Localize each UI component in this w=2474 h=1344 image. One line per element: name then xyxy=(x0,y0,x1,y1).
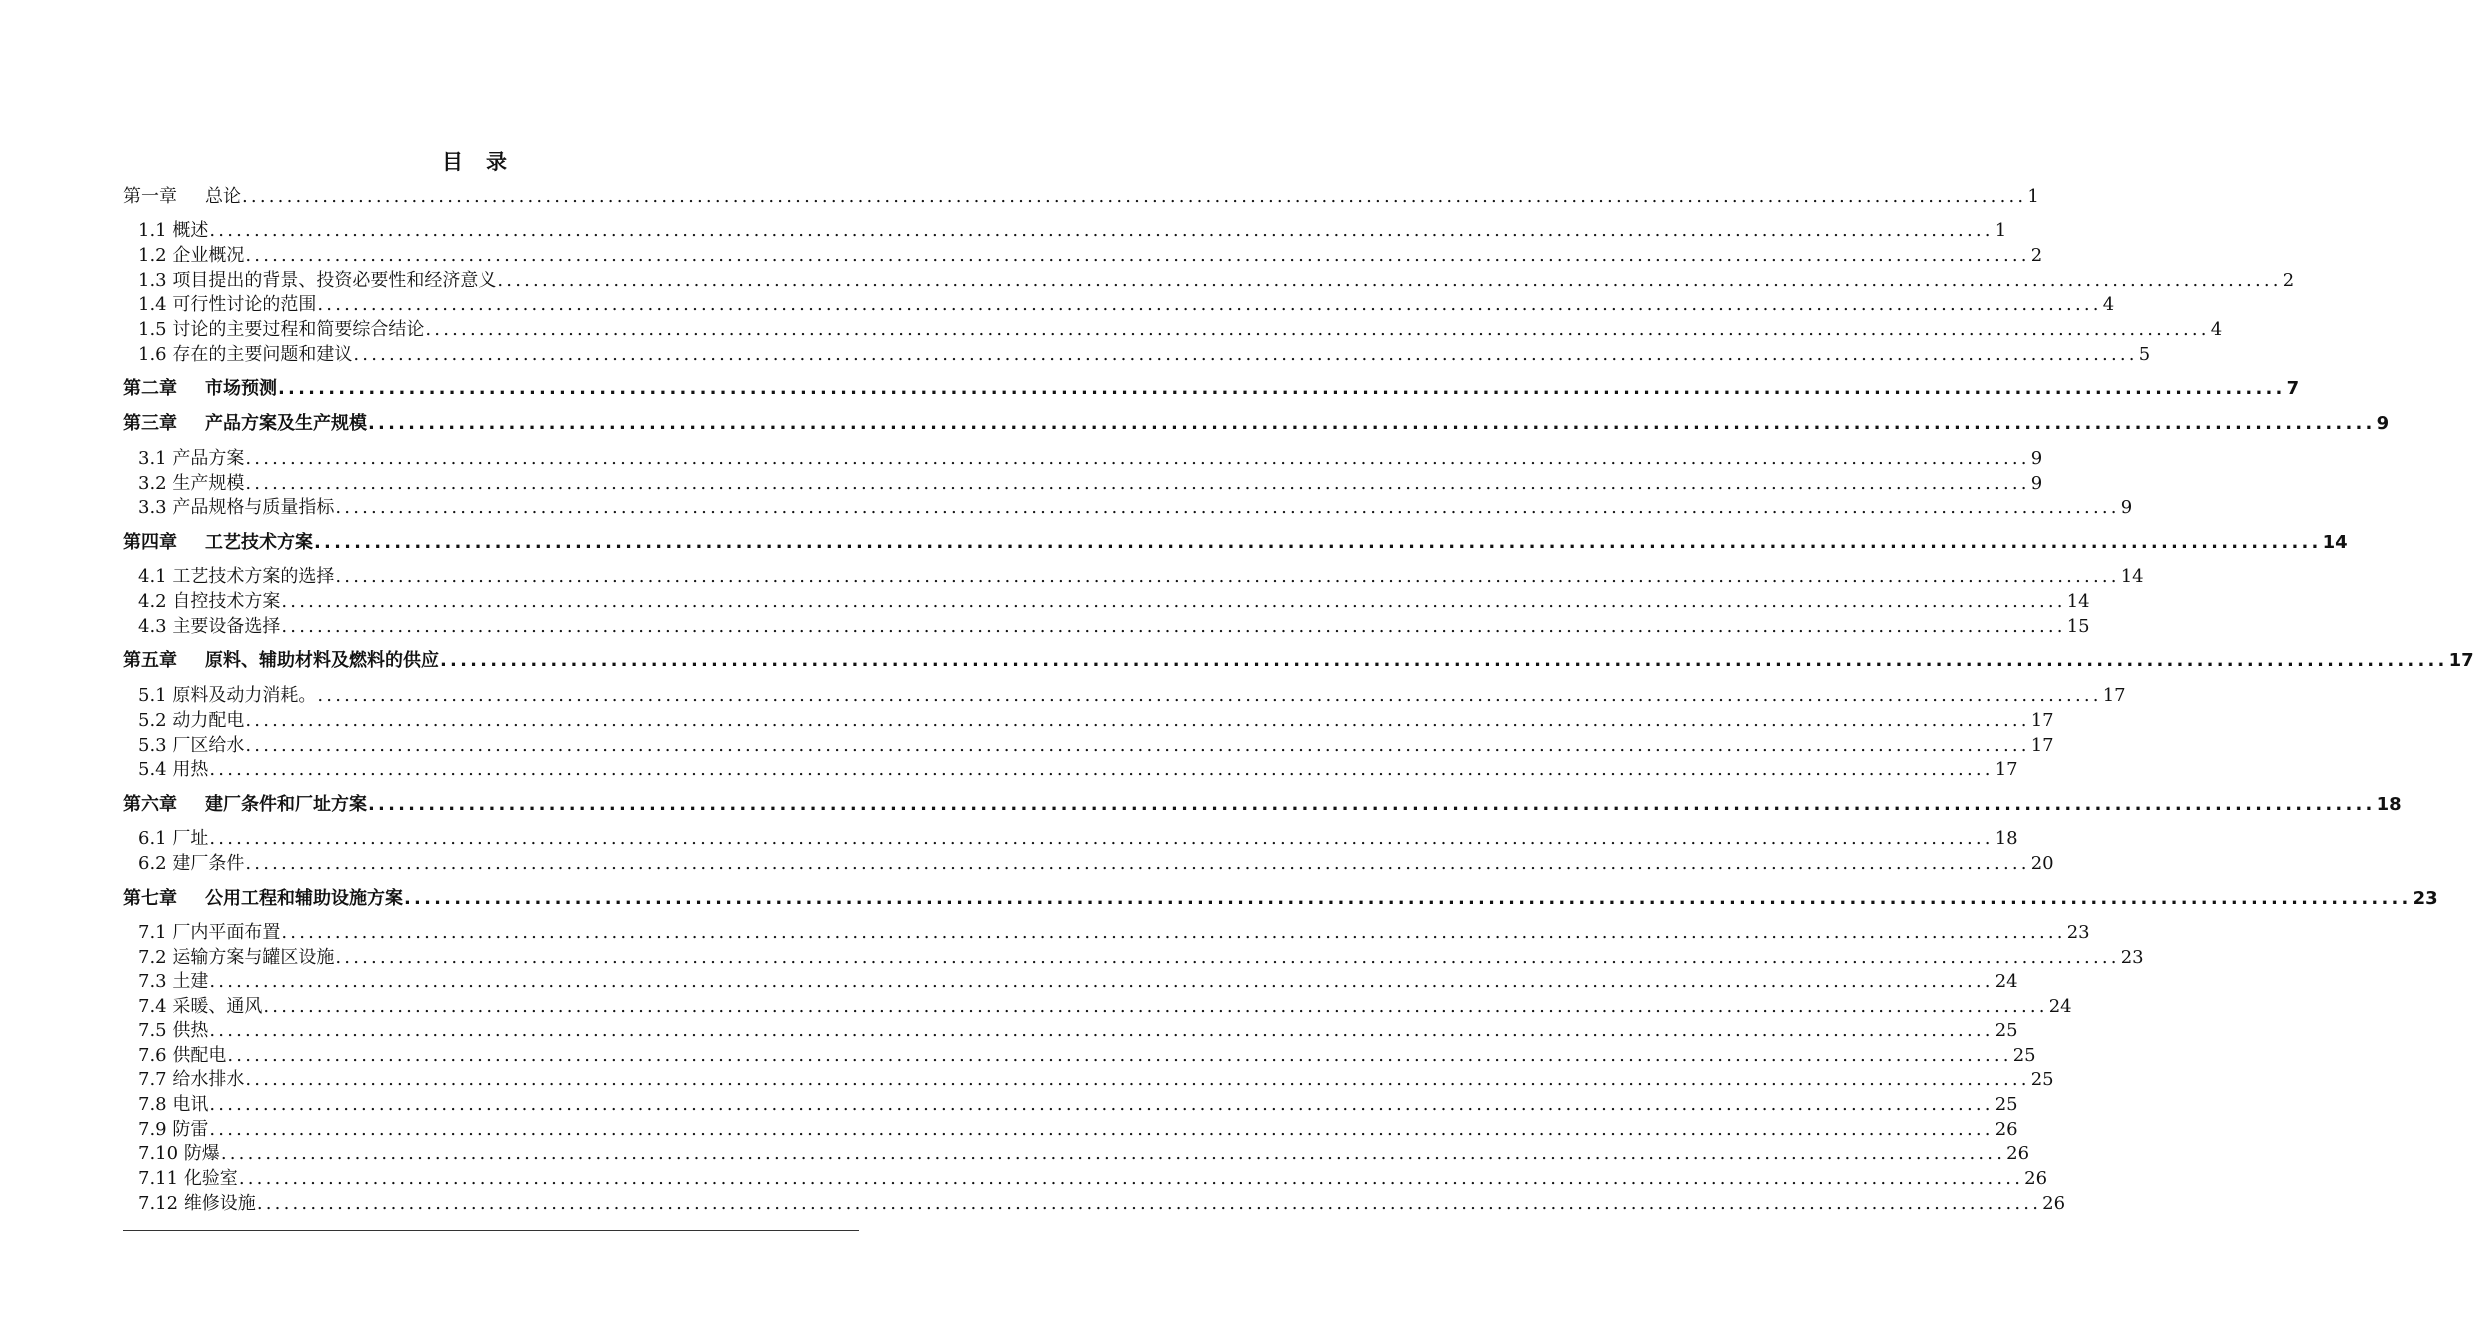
toc-title-char-2: 录 xyxy=(486,149,508,174)
toc-section-row[interactable] xyxy=(138,245,2043,267)
toc-section-row[interactable] xyxy=(138,759,2018,781)
toc-entry-number: 5.1 xyxy=(138,685,167,706)
toc-entry-label xyxy=(138,591,280,613)
toc-entry-number: 第二章 xyxy=(123,378,177,399)
toc-entry-text: 厂内平面布置 xyxy=(172,922,281,943)
toc-entry-text: 建厂条件和厂址方案 xyxy=(205,794,367,815)
toc-leader-dots: ........................................................................................................................................................................................................ xyxy=(209,1119,1994,1140)
toc-entry-text: 存在的主要问题和建议 xyxy=(172,344,353,365)
toc-section-row[interactable] xyxy=(138,1193,2066,1215)
toc-section-row[interactable] xyxy=(138,448,2043,470)
toc-entry-label xyxy=(138,344,352,366)
toc-entry-number: 第三章 xyxy=(123,413,177,434)
toc-title-char-1: 目 xyxy=(442,149,464,174)
toc-entry-label xyxy=(123,378,277,400)
toc-page-number: 25 xyxy=(2012,1045,2036,1066)
toc-entry-number: 7.5 xyxy=(138,1020,167,1041)
toc-entry-label xyxy=(138,616,280,638)
toc-section-row[interactable] xyxy=(138,220,2007,242)
toc-entry-text: 企业概况 xyxy=(172,245,245,266)
toc-entry-number: 7.11 xyxy=(138,1168,179,1189)
toc-leader-dots: ........................................................................................................................................................................................................ xyxy=(238,1168,2024,1189)
toc-entry-text: 维修设施 xyxy=(183,1193,256,1214)
toc-leader-dots: ........................................................................................................................................................................................................ xyxy=(227,1045,2012,1066)
toc-entry-label xyxy=(138,853,244,875)
toc-page-number: 17 xyxy=(2030,710,2054,731)
toc-chapter-row[interactable] xyxy=(123,794,2402,816)
toc-entry-text: 供配电 xyxy=(172,1045,227,1066)
toc-section-row[interactable] xyxy=(138,1119,2018,1141)
toc-page-number: 9 xyxy=(2030,473,2043,494)
toc-leader-dots: ........................................................................................................................................................................................................ xyxy=(425,319,2210,340)
toc-page-number: 9 xyxy=(2120,497,2133,518)
toc-entry-text: 电讯 xyxy=(172,1094,209,1115)
toc-entry-label xyxy=(138,947,334,969)
toc-page-number: 17 xyxy=(2030,735,2054,756)
toc-chapter-row[interactable] xyxy=(123,413,2390,435)
toc-section-row[interactable] xyxy=(138,828,2018,850)
toc-entry-text: 采暖、通风 xyxy=(172,996,263,1017)
toc-page-number: 25 xyxy=(2030,1069,2054,1090)
toc-entry-number: 5.2 xyxy=(138,710,167,731)
toc-entry-number: 第五章 xyxy=(123,650,177,671)
toc-page-number: 24 xyxy=(2048,996,2072,1017)
toc-section-row[interactable] xyxy=(138,1143,2030,1165)
toc-leader-dots: ........................................................................................................................................................................................................ xyxy=(281,922,2066,943)
toc-page-number: 18 xyxy=(2376,794,2402,815)
toc-entry-label xyxy=(138,1045,226,1067)
toc-leader-dots: ........................................................................................................................................................................................................ xyxy=(317,294,2102,315)
toc-entry-label xyxy=(138,1020,208,1042)
toc-section-row[interactable] xyxy=(138,616,2090,638)
toc-leader-dots: ........................................................................................................................................................................................................ xyxy=(256,1193,2042,1214)
toc-leader-dots: ........................................................................................................................................................................................................ xyxy=(209,971,1994,992)
toc-leader-dots: ........................................................................................................................................................................................................ xyxy=(242,186,2027,207)
toc-entry-number: 4.3 xyxy=(138,616,167,637)
toc-section-row[interactable] xyxy=(138,1045,2036,1067)
toc-section-row[interactable] xyxy=(138,1069,2054,1091)
toc-entry-number: 6.2 xyxy=(138,853,167,874)
toc-entry-label xyxy=(138,566,334,588)
toc-entry-text: 概述 xyxy=(172,220,209,241)
toc-section-row[interactable] xyxy=(138,591,2090,613)
toc-entry-label xyxy=(138,497,334,519)
toc-entry-number: 第七章 xyxy=(123,888,177,909)
toc-entry-text: 厂区给水 xyxy=(172,735,245,756)
toc-page-number: 17 xyxy=(2102,685,2126,706)
toc-entry-text: 工艺技术方案的选择 xyxy=(172,566,335,587)
toc-page-number: 17 xyxy=(2448,650,2474,671)
toc-leader-dots: ........................................................................................................................................................................................................ xyxy=(263,996,2048,1017)
toc-entry-label xyxy=(138,448,244,470)
toc-page-number: 23 xyxy=(2066,922,2090,943)
toc-leader-dots: ........................................................................................................................................................................................................ xyxy=(335,497,2120,518)
toc-chapter-row[interactable] xyxy=(123,532,2348,554)
toc-entry-number: 7.8 xyxy=(138,1094,167,1115)
toc-leader-dots: ........................................................................................................................................................................................................ xyxy=(317,685,2102,706)
toc-entry-label xyxy=(123,186,241,208)
toc-entry-number: 3.3 xyxy=(138,497,167,518)
toc-leader-dots: ........................................................................................................................................................................................................ xyxy=(209,1094,1994,1115)
toc-entry-label xyxy=(138,710,244,732)
toc-leader-dots: ........................................................................................................................................................................................................ xyxy=(245,448,2030,469)
toc-leader-dots: ........................................................................................................................................................................................................ xyxy=(281,591,2066,612)
toc-entry-text: 防爆 xyxy=(183,1143,220,1164)
toc-page-number: 23 xyxy=(2412,888,2438,909)
toc-leader-dots: ........................................................................................................................................................................................................ xyxy=(209,220,1994,241)
toc-page-number: 25 xyxy=(1994,1020,2018,1041)
toc-page-number: 25 xyxy=(1994,1094,2018,1115)
toc-page-number: 1 xyxy=(1994,220,2007,241)
toc-leader-dots: ........................................................................................................................................................................................................ xyxy=(245,735,2030,756)
toc-entry-text: 产品规格与质量指标 xyxy=(172,497,335,518)
toc-entry-text: 运输方案与罐区设施 xyxy=(172,947,335,968)
toc-section-row[interactable] xyxy=(138,344,2151,366)
toc-entry-label xyxy=(138,1193,256,1215)
toc-chapter-row[interactable] xyxy=(123,650,2474,672)
toc-leader-dots: ........................................................................................................................................................................................................ xyxy=(281,616,2066,637)
toc-section-row[interactable] xyxy=(138,971,2018,993)
toc-leader-dots: ........................................................................................................................................................................................................ xyxy=(245,853,2030,874)
toc-entry-text: 防雷 xyxy=(172,1119,209,1140)
toc-entry-label xyxy=(138,1094,208,1116)
toc-leader-dots: ........................................................................................................................................................................................................ xyxy=(335,947,2120,968)
toc-section-row[interactable] xyxy=(138,947,2144,969)
toc-section-row[interactable] xyxy=(138,319,2223,341)
toc-entry-number: 3.1 xyxy=(138,448,167,469)
toc-entry-text: 动力配电 xyxy=(172,710,245,731)
toc-entry-number: 7.2 xyxy=(138,947,167,968)
toc-page-number: 18 xyxy=(1994,828,2018,849)
toc-entry-label xyxy=(138,922,280,944)
toc-entry-number: 7.4 xyxy=(138,996,167,1017)
toc-page-number: 2 xyxy=(2030,245,2043,266)
toc-leader-dots: ........................................................................................................................................................................................................ xyxy=(314,532,2322,553)
toc-entry-label xyxy=(138,294,316,316)
toc-entry-number: 第一章 xyxy=(123,186,177,207)
toc-page-number: 26 xyxy=(1994,1119,2018,1140)
toc-entry-label xyxy=(138,319,424,341)
toc-entry-number: 5.3 xyxy=(138,735,167,756)
toc-section-row[interactable] xyxy=(138,473,2043,495)
toc-entry-label xyxy=(138,828,208,850)
toc-entry-label xyxy=(138,1168,238,1190)
toc-chapter-row[interactable] xyxy=(123,888,2438,910)
toc-entry-label xyxy=(138,220,208,242)
toc-entry-label xyxy=(123,650,439,672)
toc-section-row[interactable] xyxy=(138,710,2054,732)
toc-entry-number: 7.7 xyxy=(138,1069,167,1090)
toc-entry-label xyxy=(138,473,244,495)
toc-entry-label xyxy=(123,794,367,816)
toc-entry-number: 7.9 xyxy=(138,1119,167,1140)
toc-entry-number: 3.2 xyxy=(138,473,167,494)
toc-section-row[interactable] xyxy=(138,497,2133,519)
toc-entry-text: 主要设备选择 xyxy=(172,616,281,637)
toc-entry-number: 7.12 xyxy=(138,1193,179,1214)
toc-entry-label xyxy=(123,888,403,910)
toc-page-number: 14 xyxy=(2322,532,2348,553)
toc-entry-text: 工艺技术方案 xyxy=(205,532,313,553)
toc-entry-number: 4.1 xyxy=(138,566,167,587)
toc-leader-dots: ........................................................................................................................................................................................................ xyxy=(209,759,1994,780)
toc-entry-number: 第六章 xyxy=(123,794,177,815)
toc-leader-dots: ........................................................................................................................................................................................................ xyxy=(368,794,2376,815)
toc-entry-number: 7.3 xyxy=(138,971,167,992)
toc-page-number: 9 xyxy=(2376,413,2390,434)
toc-entry-text: 供热 xyxy=(172,1020,209,1041)
toc-leader-dots: ........................................................................................................................................................................................................ xyxy=(220,1143,2006,1164)
toc-entry-text: 总论 xyxy=(205,186,241,207)
toc-page-number: 15 xyxy=(2066,616,2090,637)
toc-entry-label xyxy=(123,532,313,554)
toc-entry-text: 厂址 xyxy=(172,828,209,849)
toc-page-number: 17 xyxy=(1994,759,2018,780)
toc-page-number: 5 xyxy=(2138,344,2151,365)
toc-entry-text: 原料、辅助材料及燃料的供应 xyxy=(205,650,439,671)
toc-entry-text: 土建 xyxy=(172,971,209,992)
toc-page-number: 2 xyxy=(2282,270,2295,291)
toc-entry-text: 用热 xyxy=(172,759,209,780)
toc-page-number: 20 xyxy=(2030,853,2054,874)
toc-entry-text: 项目提出的背景、投资必要性和经济意义 xyxy=(172,270,497,291)
toc-entry-text: 产品方案及生产规模 xyxy=(205,413,367,434)
toc-leader-dots: ........................................................................................................................................................................................................ xyxy=(245,710,2030,731)
toc-entry-text: 建厂条件 xyxy=(172,853,245,874)
toc-entry-number: 1.6 xyxy=(138,344,167,365)
toc-page-number: 26 xyxy=(2042,1193,2066,1214)
toc-leader-dots: ........................................................................................................................................................................................................ xyxy=(368,413,2376,434)
toc-section-row[interactable] xyxy=(138,735,2054,757)
toc-section-row[interactable] xyxy=(138,294,2115,316)
toc-leader-dots: ........................................................................................................................................................................................................ xyxy=(497,270,2282,291)
toc-page-number: 7 xyxy=(2286,378,2300,399)
toc-section-row[interactable] xyxy=(138,922,2090,944)
toc-entry-number: 1.1 xyxy=(138,220,167,241)
toc-entry-text: 生产规模 xyxy=(172,473,245,494)
toc-page-number: 1 xyxy=(2027,186,2039,207)
toc-entry-text: 可行性讨论的范围 xyxy=(172,294,317,315)
toc-entry-text: 公用工程和辅助设施方案 xyxy=(205,888,403,909)
toc-entry-label xyxy=(138,735,244,757)
toc-leader-dots: ........................................................................................................................................................................................................ xyxy=(404,888,2412,909)
toc-entry-number: 1.5 xyxy=(138,319,167,340)
toc-entry-number: 第四章 xyxy=(123,532,177,553)
toc-section-row[interactable] xyxy=(138,1168,2048,1190)
toc-entry-label xyxy=(138,685,316,707)
toc-entry-text: 化验室 xyxy=(183,1168,238,1189)
toc-entry-number: 7.6 xyxy=(138,1045,167,1066)
toc-section-row[interactable] xyxy=(138,1020,2018,1042)
toc-entry-label xyxy=(138,971,208,993)
toc-leader-dots: ........................................................................................................................................................................................................ xyxy=(209,1020,1994,1041)
toc-page-number: 9 xyxy=(2030,448,2043,469)
toc-page-number: 14 xyxy=(2066,591,2090,612)
toc-entry-text: 产品方案 xyxy=(172,448,245,469)
toc-entry-number: 1.4 xyxy=(138,294,167,315)
toc-entry-number: 5.4 xyxy=(138,759,167,780)
toc-entry-number: 7.1 xyxy=(138,922,167,943)
toc-entry-label xyxy=(123,413,367,435)
toc-leader-dots: ........................................................................................................................................................................................................ xyxy=(440,650,2448,671)
toc-entry-number: 7.10 xyxy=(138,1143,179,1164)
toc-entry-label xyxy=(138,996,262,1018)
toc-entry-label xyxy=(138,759,208,781)
toc-entry-text: 自控技术方案 xyxy=(172,591,281,612)
toc-page-number: 24 xyxy=(1994,971,2018,992)
toc-entry-label xyxy=(138,270,496,292)
toc-chapter-row[interactable] xyxy=(123,378,2300,400)
toc-leader-dots: ........................................................................................................................................................................................................ xyxy=(278,378,2286,399)
toc-entry-text: 讨论的主要过程和简要综合结论 xyxy=(172,319,425,340)
toc-section-row[interactable] xyxy=(138,1094,2018,1116)
toc-chapter-row[interactable] xyxy=(123,186,2039,208)
toc-leader-dots: ........................................................................................................................................................................................................ xyxy=(353,344,2138,365)
toc-entry-number: 6.1 xyxy=(138,828,167,849)
toc-section-row[interactable] xyxy=(138,270,2295,292)
toc-leader-dots: ........................................................................................................................................................................................................ xyxy=(245,473,2030,494)
toc-page-number: 14 xyxy=(2120,566,2144,587)
toc-entry-text: 给水排水 xyxy=(172,1069,245,1090)
toc-page-number: 23 xyxy=(2120,947,2144,968)
toc-page-number: 4 xyxy=(2102,294,2115,315)
toc-entry-label xyxy=(138,1143,220,1165)
toc-entry-number: 1.3 xyxy=(138,270,167,291)
toc-entry-label xyxy=(138,1069,244,1091)
toc-page-number: 26 xyxy=(2006,1143,2030,1164)
toc-leader-dots: ........................................................................................................................................................................................................ xyxy=(245,245,2030,266)
toc-entry-label xyxy=(138,245,244,267)
toc-entry-text: 市场预测 xyxy=(205,378,277,399)
toc-page-number: 26 xyxy=(2024,1168,2048,1189)
toc-section-row[interactable] xyxy=(138,685,2126,707)
toc-leader-dots: ........................................................................................................................................................................................................ xyxy=(335,566,2120,587)
toc-entry-text: 原料及动力消耗。 xyxy=(172,685,317,706)
toc-leader-dots: ........................................................................................................................................................................................................ xyxy=(209,828,1994,849)
toc-section-row[interactable] xyxy=(138,853,2054,875)
toc-entry-label xyxy=(138,1119,208,1141)
toc-section-row[interactable] xyxy=(138,996,2072,1018)
toc-page-number: 4 xyxy=(2210,319,2223,340)
toc-leader-dots: ........................................................................................................................................................................................................ xyxy=(245,1069,2030,1090)
toc-section-row[interactable] xyxy=(138,566,2144,588)
footer-rule xyxy=(123,1230,859,1231)
toc-entry-number: 1.2 xyxy=(138,245,167,266)
toc-entry-number: 4.2 xyxy=(138,591,167,612)
